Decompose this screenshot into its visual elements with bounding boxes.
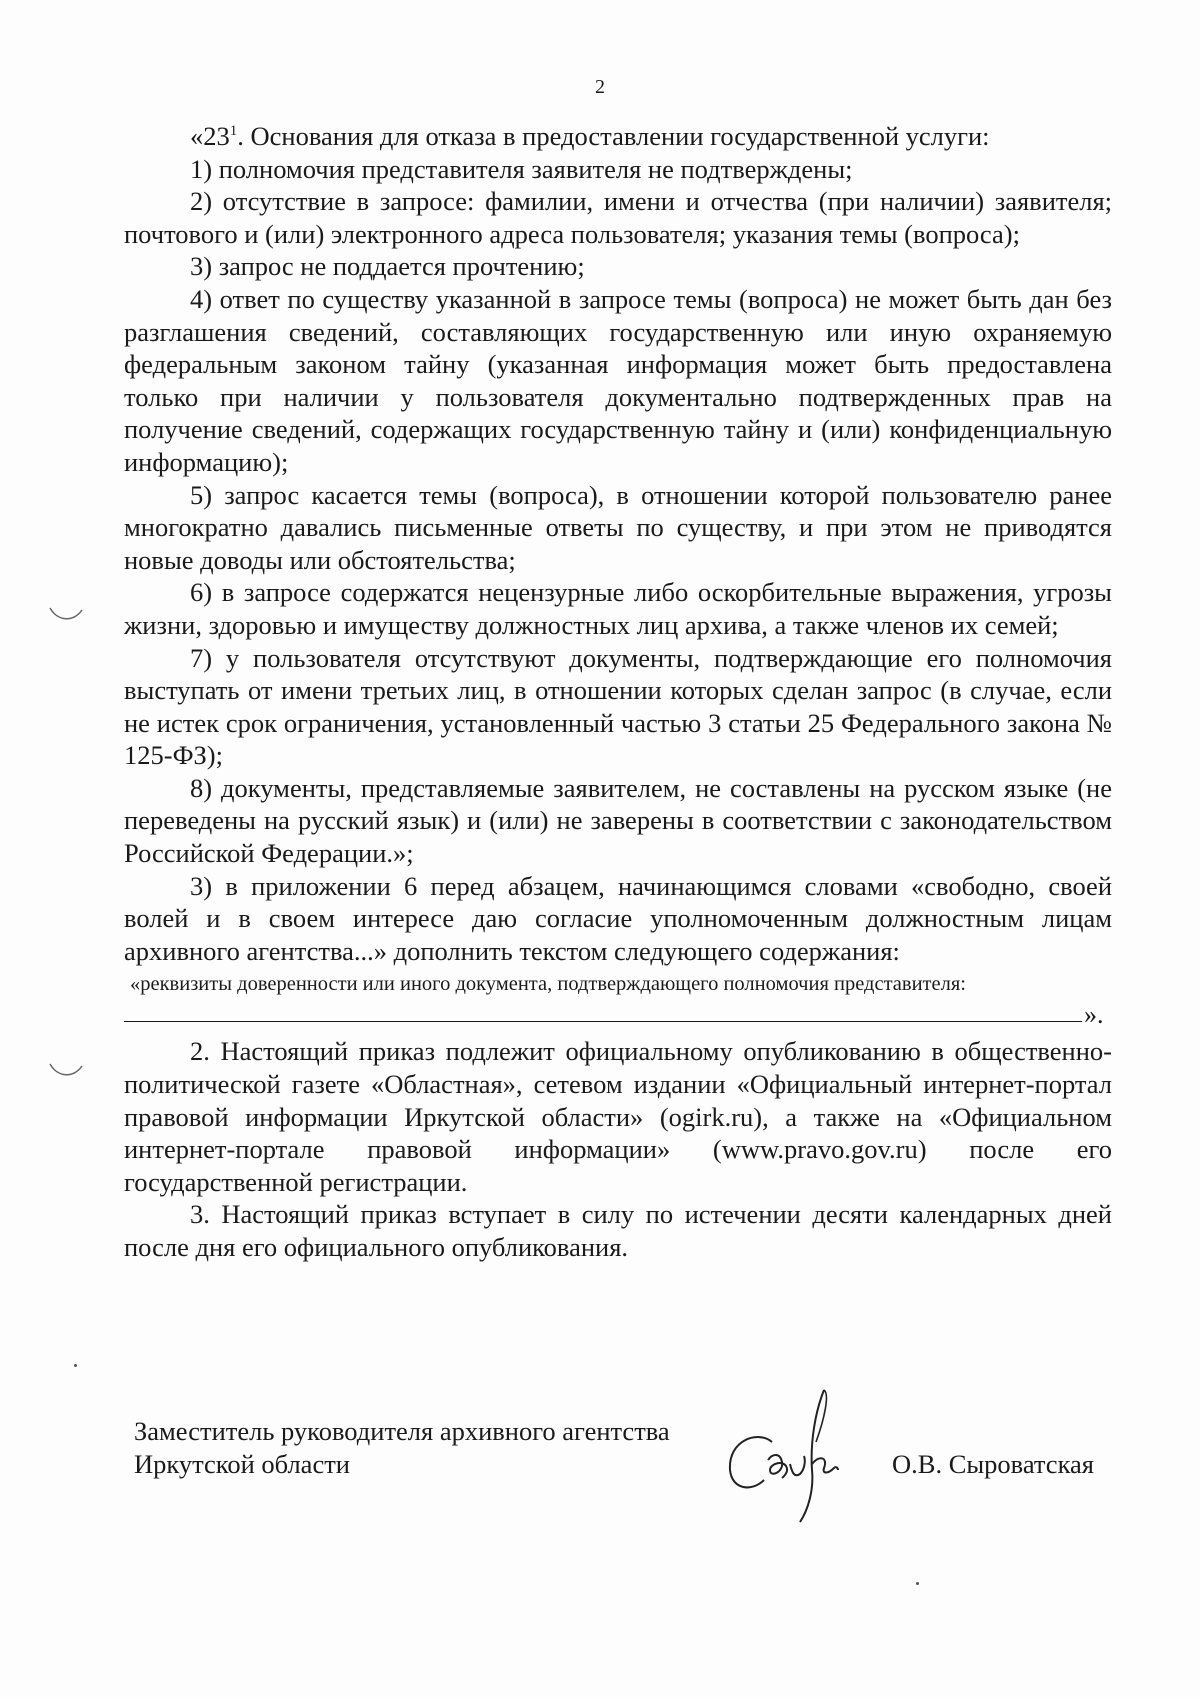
signatory-name: О.В. Сыроватская bbox=[892, 1449, 1094, 1479]
blank-underline bbox=[124, 1021, 1082, 1022]
paragraph-item-2: 2) отсутствие в запросе: фамилии, имени и отчества (при наличии) заявителя; почтового и (или) электронного адреса пользователя; указания темы (вопроса); bbox=[124, 186, 1112, 249]
paragraph-item-7: 7) у пользователя отсутствуют документы, подтверждающие его полномочия выступать от имени третьих лиц, в отношении которых сделан запрос (в случае, если не истек срок ограничения, установленный частью 3 статьи 25 Федерального закона № 125-ФЗ); bbox=[124, 642, 1112, 771]
binder-hole-mark-icon bbox=[46, 604, 86, 626]
paragraph-amendment-3: 3) в приложении 6 перед абзацем, начинающимся словами «свободно, своей волей и в своем интересе даю согласие уполномоченным должностным лицам архивного агентства...» дополнить текстом следующего содержания: bbox=[124, 870, 1112, 966]
fill-in-blank bbox=[124, 999, 1112, 1033]
signatory-position bbox=[134, 1415, 754, 1481]
heading-superscript: 1 bbox=[229, 123, 238, 139]
page-number: 2 bbox=[595, 76, 605, 98]
scan-speck bbox=[916, 1582, 919, 1585]
paragraph-item-3: 3) запрос не поддается прочтению; bbox=[190, 251, 585, 282]
handwritten-signature-icon bbox=[720, 1380, 860, 1530]
binder-hole-mark-icon bbox=[46, 1060, 86, 1082]
paragraph-item-5: 5) запрос касается темы (вопроса), в отношении которой пользователю ранее многократно давались письменные ответы по существу, и при этом не приводятся новые доводы или обстоятельства; bbox=[124, 479, 1112, 575]
scan-speck bbox=[74, 1364, 77, 1367]
paragraph-item-1: 1) полномочия представителя заявителя не подтверждены; bbox=[190, 153, 853, 184]
paragraph-item-6: 6) в запросе содержатся нецензурные либо оскорбительные выражения, угрозы жизни, здоровью и имуществу должностных лиц архива, а также членов их семей; bbox=[124, 577, 1112, 640]
paragraph-effective-date: 3. Настоящий приказ вступает в силу по истечении десяти календарных дней после дня его официального опубликования. bbox=[124, 1199, 1112, 1262]
paragraph-item-4: 4) ответ по существу указанной в запросе темы (вопроса) не может быть дан без разглашения сведений, составляющих государственную или иную охраняемую федеральным законом тайну (указанная информация может быть предоставлена только при наличии у пользователя документально подтвержденных прав на получение сведений, содержащих государственную тайну и (или) конфиденциальную информацию); bbox=[124, 283, 1112, 477]
representative-requisites-line: «реквизиты доверенности или иного документа, подтверждающего полномочия представителя: bbox=[130, 973, 966, 996]
paragraph-heading-23-1 bbox=[124, 120, 1112, 153]
blank-closing-quote: ». bbox=[1084, 1000, 1104, 1030]
paragraph-item-8: 8) документы, представляемые заявителем, не составлены на русском языке (не переведены на русский язык) и (или) не заверены в соответствии с законодательством Российской Федерации.»; bbox=[124, 772, 1112, 869]
heading-text-start: «23 bbox=[190, 121, 230, 151]
signatory-position-line-2: Иркутской области bbox=[134, 1449, 350, 1479]
document-body bbox=[124, 120, 1112, 1264]
paragraph-publication: 2. Настоящий приказ подлежит официальному опубликованию в общественно-политической газете «Областная», сетевом издании «Официальный интернет-портал правовой информации Иркутской области» (ogirk.ru), а также на «Официальном интернет-портале правовой информации» (www.pravo.gov.ru) после его государственной регистрации. bbox=[124, 1036, 1112, 1197]
signatory-position-line-1: Заместитель руководителя архивного агентства bbox=[134, 1416, 670, 1446]
heading-text-end: . Основания для отказа в предоставлении государственной услуги: bbox=[237, 121, 990, 151]
